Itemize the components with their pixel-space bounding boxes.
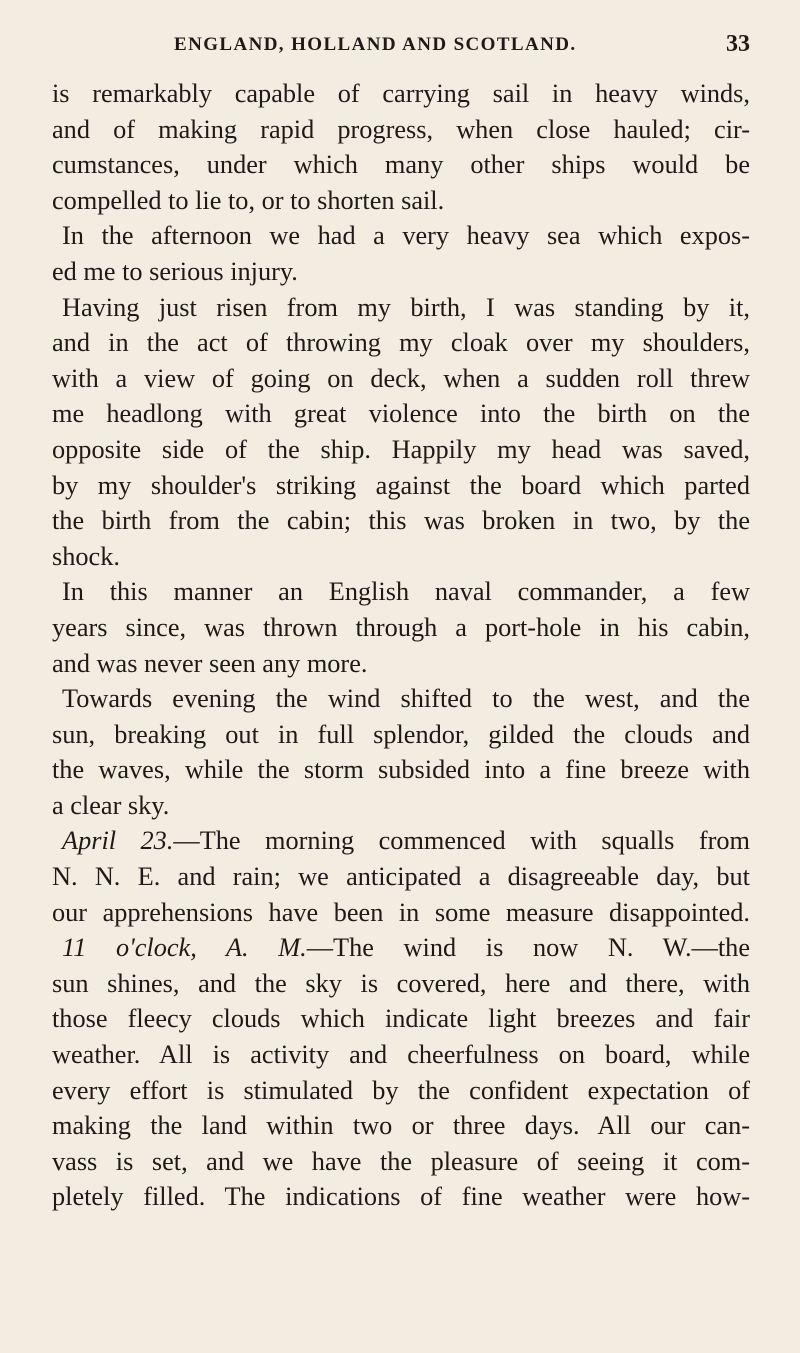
text-line: In this manner an English naval commander, a few: [62, 577, 750, 607]
text-line: ed me to serious injury.: [52, 256, 298, 286]
text-line: by my shoulder's striking against the board which parted: [52, 470, 750, 500]
date-april: April 23.: [62, 826, 174, 856]
body-text: [52, 76, 750, 1215]
text-line: vass is set, and we have the pleasure of seeing it com-: [52, 1146, 750, 1176]
text-line: pletely filled. The indications of fine weather were how-: [52, 1182, 750, 1212]
text-line: and of making rapid progress, when close hauled; cir-: [52, 114, 750, 144]
text-line-dated: [52, 823, 750, 859]
text-line: with a view of going on deck, when a sudden roll threw: [52, 363, 750, 393]
text-line: opposite side of the ship. Happily my head was saved,: [52, 434, 750, 464]
text-line: —The morning commenced with squalls from: [173, 826, 750, 856]
text-line: and was never seen any more.: [52, 648, 368, 678]
text-line: N. N. E. and rain; we anticipated a disagreeable day, but: [52, 862, 750, 892]
text-line: every effort is stimulated by the confident expectation of: [52, 1075, 750, 1105]
text-line: the waves, while the storm subsided into a fine breeze with: [52, 755, 750, 785]
date-eleven-oclock: 11 o'clock, A. M.: [62, 933, 307, 963]
text-line: shock.: [52, 541, 120, 571]
text-line: compelled to lie to, or to shorten sail.: [52, 185, 445, 215]
text-line: is remarkably capable of carrying sail in heavy winds,: [52, 79, 750, 108]
text-line: the birth from the cabin; this was broken in two, by the: [52, 506, 750, 536]
text-line: sun shines, and the sky is covered, here and there, with: [52, 968, 750, 998]
text-line-dated: [52, 930, 750, 966]
text-line: sun, breaking out in full splendor, gilded the clouds and: [52, 719, 750, 749]
running-head: [52, 31, 750, 62]
text-line: In the afternoon we had a very heavy sea which expos-: [62, 221, 750, 251]
running-title: ENGLAND, HOLLAND AND SCOTLAND.: [174, 34, 577, 55]
text-line: making the land within two or three days. All our can-: [52, 1111, 750, 1141]
text-line: and in the act of throwing my cloak over my shoulders,: [52, 328, 750, 358]
text-line: Having just risen from my birth, I was standing by it,: [62, 292, 750, 322]
text-line: weather. All is activity and cheerfulness on board, while: [52, 1040, 750, 1070]
text-line: cumstances, under which many other ships would be: [52, 150, 750, 180]
text-line: me headlong with great violence into the birth on the: [52, 399, 750, 429]
page-number: 33: [726, 31, 750, 57]
text-line: those fleecy clouds which indicate light breezes and fair: [52, 1004, 750, 1034]
text-line: a clear sky.: [52, 790, 170, 820]
text-line: —The wind is now N. W.—the: [306, 933, 750, 963]
text-line: our apprehensions have been in some measure disappointed.: [52, 897, 750, 927]
text-line: years since, was thrown through a port-hole in his cabin,: [52, 612, 750, 642]
text-line: Towards evening the wind shifted to the west, and the: [62, 684, 750, 714]
